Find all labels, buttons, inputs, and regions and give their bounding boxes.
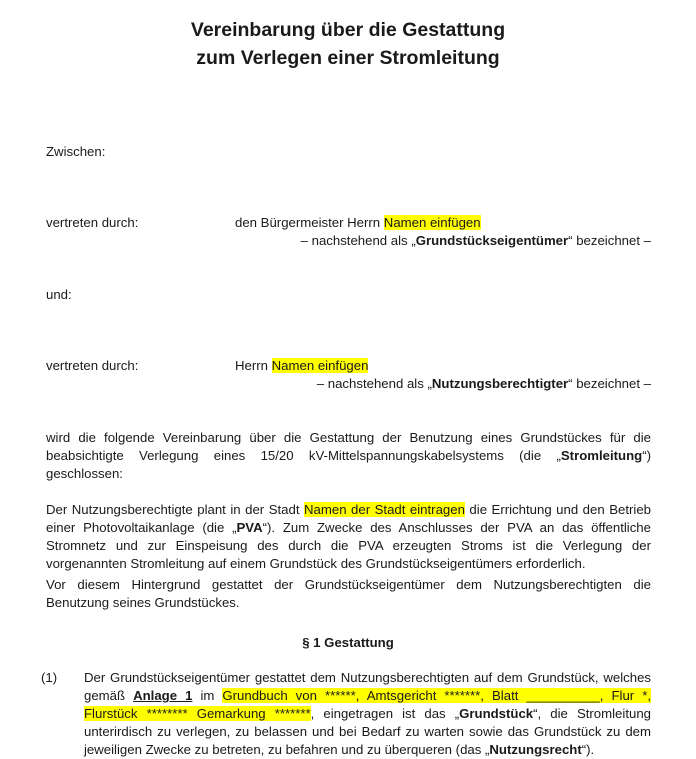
clause-text-3: , eingetragen ist das „ [310, 706, 460, 721]
party1-prefix: den Bürgermeister Herrn [235, 215, 384, 230]
party1-represented-label: vertreten durch: [46, 215, 139, 230]
und-label: und: [46, 287, 72, 302]
party2-name-placeholder[interactable]: Namen einfügen [271, 358, 369, 373]
section-heading: § 1 Gestattung [302, 635, 394, 650]
pva-term: PVA [236, 520, 263, 535]
intro-text-post: “) geschlossen: [46, 448, 651, 481]
background-paragraph-1 [46, 501, 651, 573]
clause-number: (1) [41, 670, 58, 685]
party2-role-line [317, 375, 651, 393]
party1-role-line [301, 232, 651, 250]
party2-represented-label: vertreten durch: [46, 358, 139, 373]
land-register-placeholder[interactable]: Grundbuch von ******, Amtsgericht *******, Blatt __________, Flur *, Flurstück ******** Gemarkung ******* [84, 688, 651, 721]
clause-text-5: “). [581, 742, 595, 757]
clause-text-1: Der Grundstückseigentümer gestattet dem Nutzungsberechtigten auf dem Grundstück, welches gemäß [84, 670, 651, 703]
party2-role: Nutzungsberechtigter [431, 376, 569, 391]
city-placeholder[interactable]: Namen der Stadt eintragen [304, 502, 465, 517]
nutzungsrecht-term: Nutzungsrecht [489, 742, 582, 757]
annex-reference: Anlage 1 [133, 688, 193, 703]
party1-role: Grundstückseigentümer [415, 233, 569, 248]
party1-representative [235, 214, 481, 232]
party2-representative [235, 357, 368, 375]
background-paragraph-2: Vor diesem Hintergrund gestattet der Grundstückseigentümer dem Nutzungsberechtigten die Benutzung seines Grundstückes. [46, 577, 651, 610]
party2-role-pre: – nachstehend als „ [316, 376, 432, 391]
intro-paragraph [46, 429, 651, 483]
clause-text-2: im [192, 688, 223, 703]
background-p1-mid: die Errichtung und den Betrieb einer Photovoltaikanlage (die „ [46, 502, 651, 535]
party2-role-post: “ bezeichnet – [568, 376, 651, 391]
zwischen-label: Zwischen: [46, 144, 106, 159]
background-p1-pre: Der Nutzungsberechtigte plant in der Stadt [46, 502, 305, 517]
clause-text-4: “, die Stromleitung unterirdisch zu verlegen, zu belassen und bei Bedarf zu warten sowie das Grundstück zu dem jeweiligen Zwecke zu betreten, zu befahren und zu überqueren (das „ [84, 706, 651, 757]
grundstueck-term: Grundstück [459, 706, 534, 721]
intro-term: Stromleitung [560, 448, 643, 463]
intro-text-pre: wird die folgende Vereinbarung über die Gestattung der Benutzung eines Grundstückes für die beabsichtigte Verlegung eines 15/20 kV-Mittelspannungskabelsystems (die „ [46, 430, 651, 463]
party1-name-placeholder[interactable]: Namen einfügen [383, 215, 481, 230]
party1-role-post: “ bezeichnet – [568, 233, 651, 248]
document-title [0, 16, 696, 72]
background-p1-post: “). Zum Zwecke des Anschlusses der PVA an das öffentliche Stromnetz und zur Einspeisung des durch die PVA erzeugten Stroms ist die Verlegung der vorgenannten Stromleitung auf einem Grundstück des Grundstückseigentümers erforderlich. [46, 520, 651, 571]
party2-prefix: Herrn [235, 358, 272, 373]
party1-role-pre: – nachstehend als „ [300, 233, 416, 248]
title-line-2: zum Verlegen einer Stromleitung [196, 47, 500, 69]
title-line-1: Vereinbarung über die Gestattung [190, 19, 506, 41]
clause-1-paragraph [84, 669, 651, 759]
